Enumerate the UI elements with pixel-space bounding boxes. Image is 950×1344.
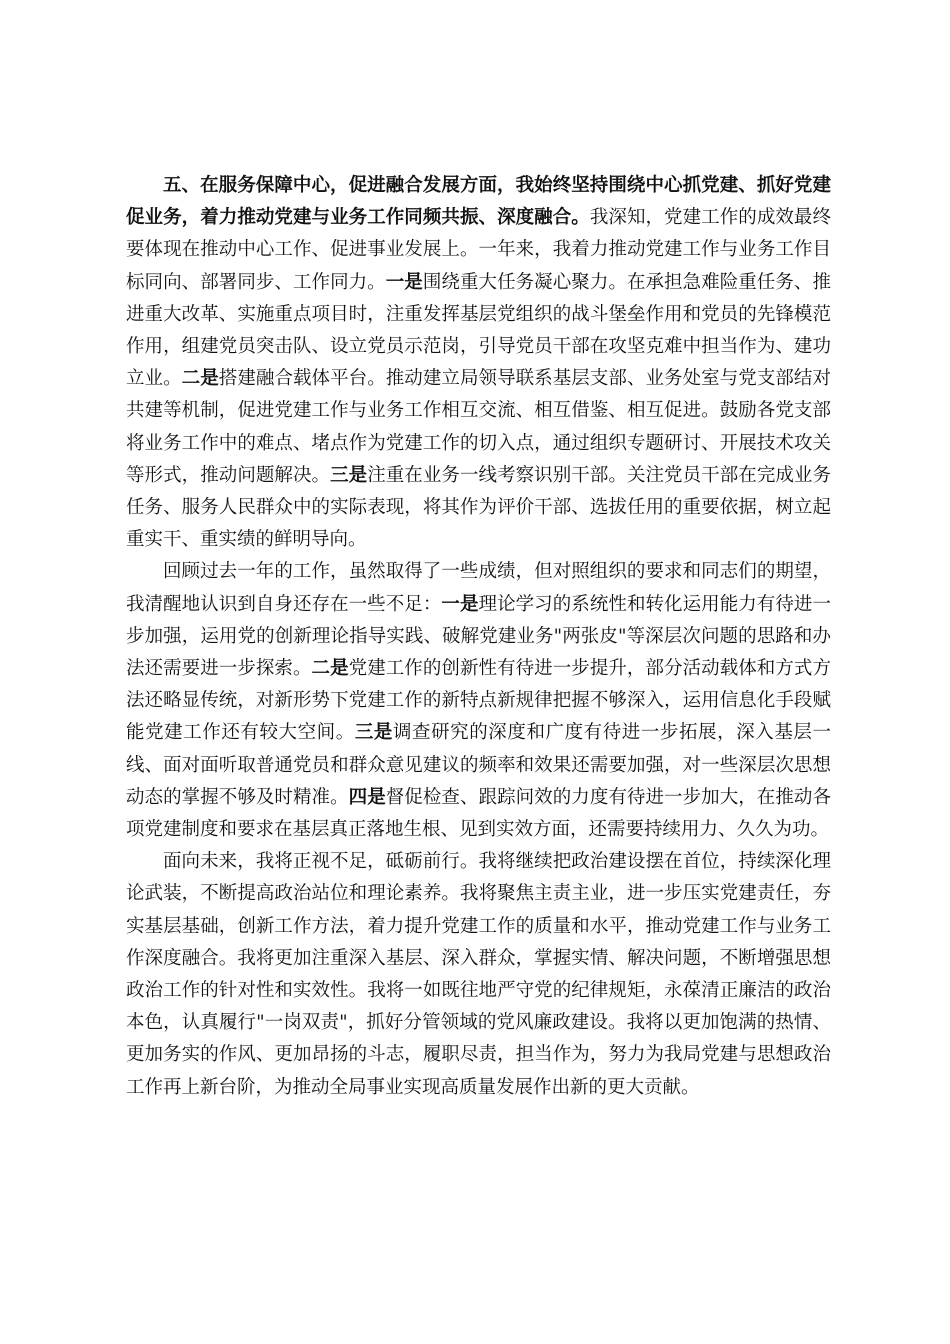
paragraph-future-plans	[126, 846, 831, 1104]
section-heading: 五、在服务保障中心，促进融合发展方面，我始终坚持围绕中心抓党建、抓好党建促业务，着力推动党建与业务工作同频共振、深度融合。	[126, 175, 831, 229]
paragraph-text: 我深知，党建工作的成效最终要体现在推动中心工作、促进事业发展上。一年来，我着力推动党建工作与业务工作目标同向、部署同步、工作同力。	[126, 207, 831, 293]
enumeration-marker: 三是	[330, 464, 368, 486]
document-body	[126, 170, 831, 1104]
enumeration-marker: 一是	[385, 271, 423, 293]
paragraph-text: 围绕重大任务凝心聚力。在承担急难险重任务、推进重大改革、实施重点项目时，注重发挥基层党组织的战斗堡垒作用和党员的先锋模范作用，组建党员突击队、设立党员示范岗，引导党员干部在攻坚克难中担当作为、建功立业。	[126, 271, 831, 390]
paragraph-text: 面向未来，我将正视不足，砥砺前行。我将继续把政治建设摆在首位，持续深化理论武装，不断提高政治站位和理论素养。我将聚焦主责主业，进一步压实党建责任，夯实基层基础，创新工作方法，着力提升党建工作的质量和水平，推动党建工作与业务工作深度融合。我将更加注重深入基层、深入群众，掌握实情、解决问题，不断增强思想政治工作的针对性和实效性。我将一如既往地严守党的纪律规矩，永葆清正廉洁的政治本色，认真履行"一岗双责"，抓好分管领域的党风廉政建设。我将以更加饱满的热情、更加务实的作风、更加昂扬的斗志，履职尽责，担当作为，努力为我局党建与思想政治工作再上新台阶，为推动全局事业实现高质量发展作出新的更大贡献。	[126, 851, 831, 1098]
enumeration-marker: 二是	[181, 368, 219, 390]
paragraph-text: 理论学习的系统性和转化运用能力有待进一步加强，运用党的创新理论指导实践、破解党建业务"两张皮"等深层次问题的思路和办法还需要进一步探索。	[126, 593, 831, 680]
enumeration-marker: 二是	[311, 658, 349, 680]
paragraph-text: 督促检查、跟踪问效的力度有待进一步加大，在推动各项党建制度和要求在基层真正落地生根、见到实效方面，还需要持续用力、久久为功。	[126, 786, 831, 841]
paragraph-text: 党建工作的创新性有待进一步提升，部分活动载体和方式方法还略显传统，对新形势下党建工作的新特点新规律把握不够深入，运用信息化手段赋能党建工作还有较大空间。	[126, 658, 831, 744]
paragraph-text: 搭建融合载体平台。推动建立局领导联系基层支部、业务处室与党支部结对共建等机制，促进党建工作与业务工作相互交流、相互借鉴、相互促进。鼓励各党支部将业务工作中的难点、堵点作为党建工作的切入点，通过组织专题研讨、开展技术攻关等形式，推动问题解决。	[126, 368, 831, 486]
paragraph-text: 调查研究的深度和广度有待进一步拓展，深入基层一线、面对面听取普通党员和群众意见建议的频率和效果还需要加强，对一些深层次思想动态的掌握不够及时精准。	[126, 722, 831, 808]
enumeration-marker: 三是	[354, 722, 393, 744]
paragraph-service-integration	[126, 170, 831, 556]
paragraph-text: 回顾过去一年的工作，虽然取得了一些成绩，但对照组织的要求和同志们的期望，我清醒地认识到自身还存在一些不足：	[126, 561, 831, 615]
paragraph-shortcomings	[126, 556, 831, 846]
enumeration-marker: 四是	[348, 786, 386, 808]
paragraph-text: 注重在业务一线考察识别干部。关注党员干部在完成业务任务、服务人民群众中的实际表现，将其作为评价干部、选拔任用的重要依据，树立起重实干、重实绩的鲜明导向。	[126, 464, 831, 551]
enumeration-marker: 一是	[441, 593, 479, 615]
